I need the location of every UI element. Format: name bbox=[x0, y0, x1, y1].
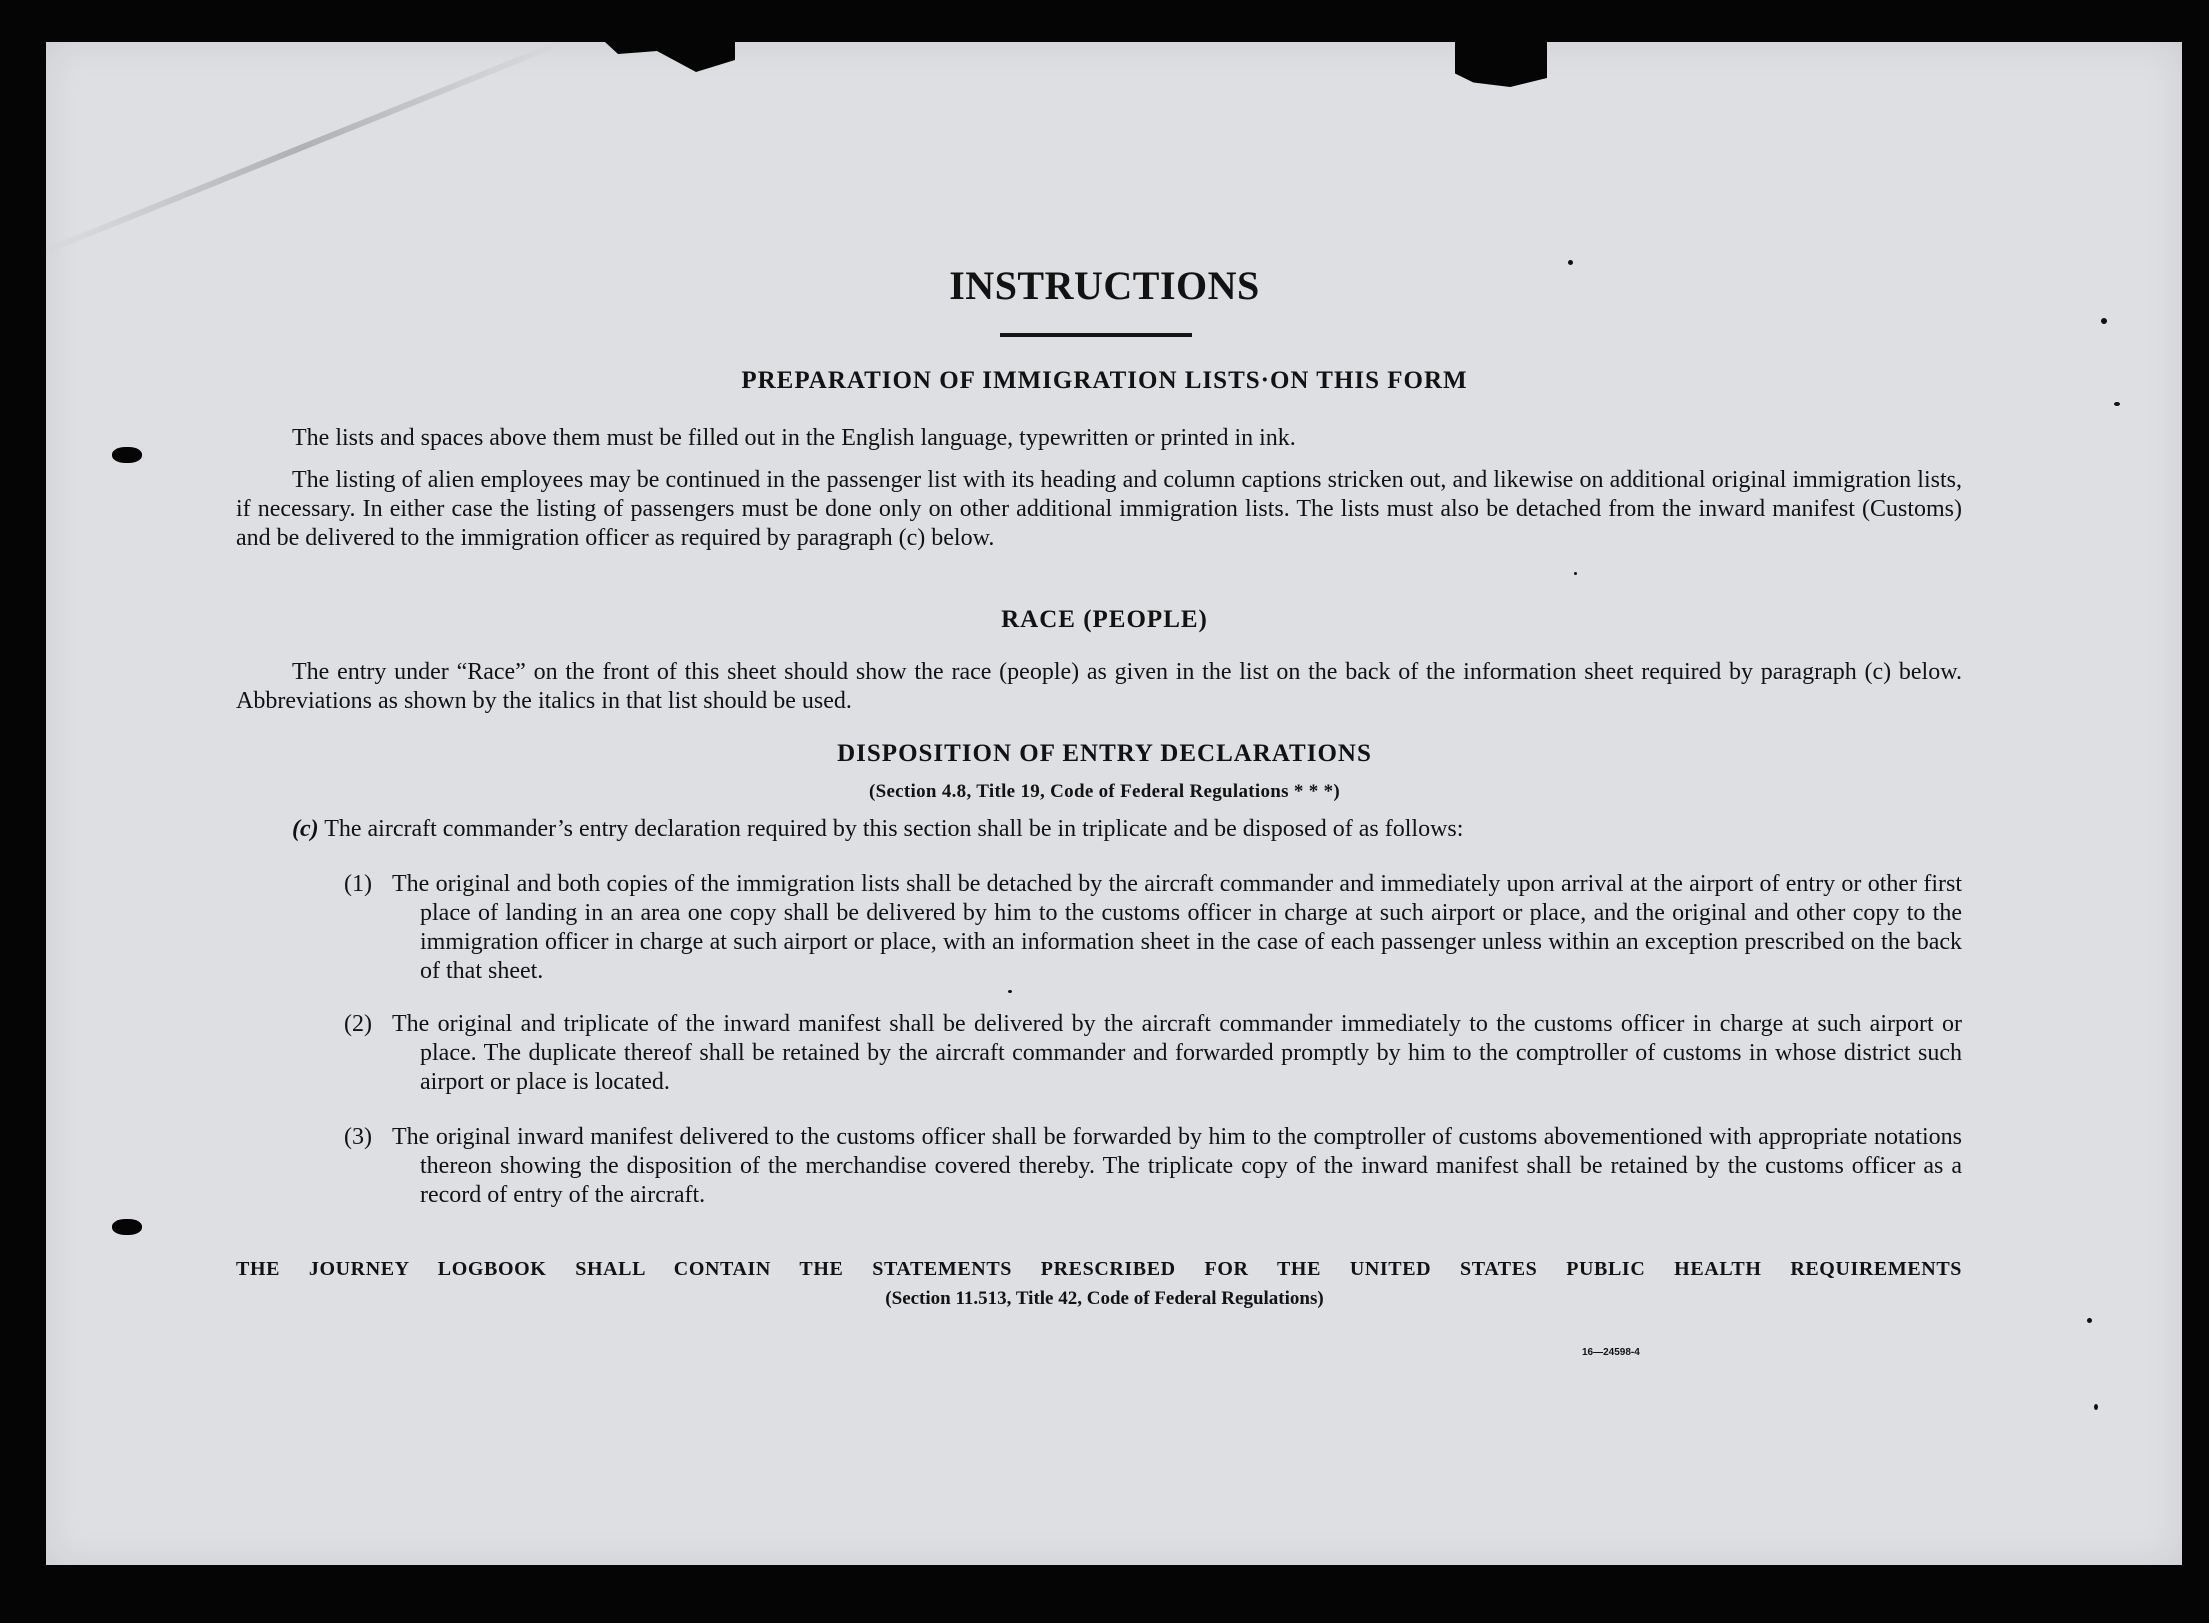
list-item-text: The original inward manifest delivered to the customs officer shall be forwarded by him to the comptroller of customs abovementioned with appropriate notations thereon showing the disposition of the merchandise covered thereby. The triplicate copy of the inward manifest shall be retained by the customs officer as a record of entry of the aircraft. bbox=[392, 1124, 1962, 1208]
paragraph-c bbox=[292, 815, 1962, 844]
race-paragraph: The entry under “Race” on the front of this sheet should show the race (people) as given in the list on the back of the information sheet required by paragraph (c) below. Abbreviations as shown by the italics in that list should be used. bbox=[236, 659, 1962, 714]
disposition-citation: (Section 4.8, Title 19, Code of Federal Regulations * * *) bbox=[868, 781, 1341, 802]
title-underline bbox=[1000, 333, 1192, 337]
footer-statement: THE JOURNEY LOGBOOK SHALL CONTAIN THE STATEMENTS PRESCRIBED FOR THE UNITED STATES PUBLIC HEALTH REQUIREMENTS bbox=[236, 1258, 1962, 1280]
race-heading: RACE (PEOPLE) bbox=[1001, 606, 1208, 633]
paragraph-c-label: (c) bbox=[292, 816, 319, 842]
list-item bbox=[344, 1010, 1962, 1097]
form-code: 16—24598-4 bbox=[1582, 1347, 1640, 1358]
list-item-text: The original and both copies of the immigration lists shall be detached by the aircraft commander and immediately upon arrival at the airport of entry or other first place of landing in an area one copy shall be delivered by him to the customs officer in charge at such airport or place, and the original and other copy to the immigration officer in charge at such airport or place, with an information sheet in the case of each passenger unless within an exception prescribed on the back of that sheet. bbox=[392, 871, 1962, 984]
list-item-text: The original and triplicate of the inward manifest shall be delivered by the aircraft commander immediately to the customs officer in charge at such airport or place. The duplicate thereof shall be retained by the aircraft commander and forwarded promptly by him to the comptroller of customs in whose district such airport or place is located. bbox=[392, 1011, 1962, 1095]
list-item bbox=[344, 1123, 1962, 1210]
page-title: INSTRUCTIONS bbox=[949, 263, 1260, 308]
list-item-number: (2) bbox=[344, 1011, 372, 1037]
list-item-number: (1) bbox=[344, 871, 372, 897]
preparation-heading: PREPARATION OF IMMIGRATION LISTS·ON THIS FORM bbox=[741, 367, 1468, 394]
preparation-paragraph-1: The lists and spaces above them must be filled out in the English language, typewritten or printed in ink. bbox=[292, 425, 1296, 451]
list-item bbox=[344, 870, 1962, 986]
disposition-heading: DISPOSITION OF ENTRY DECLARATIONS bbox=[837, 740, 1372, 767]
list-item-number: (3) bbox=[344, 1124, 372, 1150]
footer-citation: (Section 11.513, Title 42, Code of Federal Regulations) bbox=[885, 1288, 1324, 1309]
preparation-paragraph-2: The listing of alien employees may be continued in the passenger list with its heading and column captions stricken out, and likewise on additional original immigration lists, if necessary. In either case the listing of passengers must be done only on other additional immigration lists. The lists must also be detached from the inward manifest (Customs) and be delivered to the immigration officer as required by paragraph (c) below. bbox=[236, 467, 1962, 551]
paragraph-c-text: The aircraft commander’s entry declaration required by this section shall be in triplicate and be disposed of as follows: bbox=[324, 816, 1464, 842]
